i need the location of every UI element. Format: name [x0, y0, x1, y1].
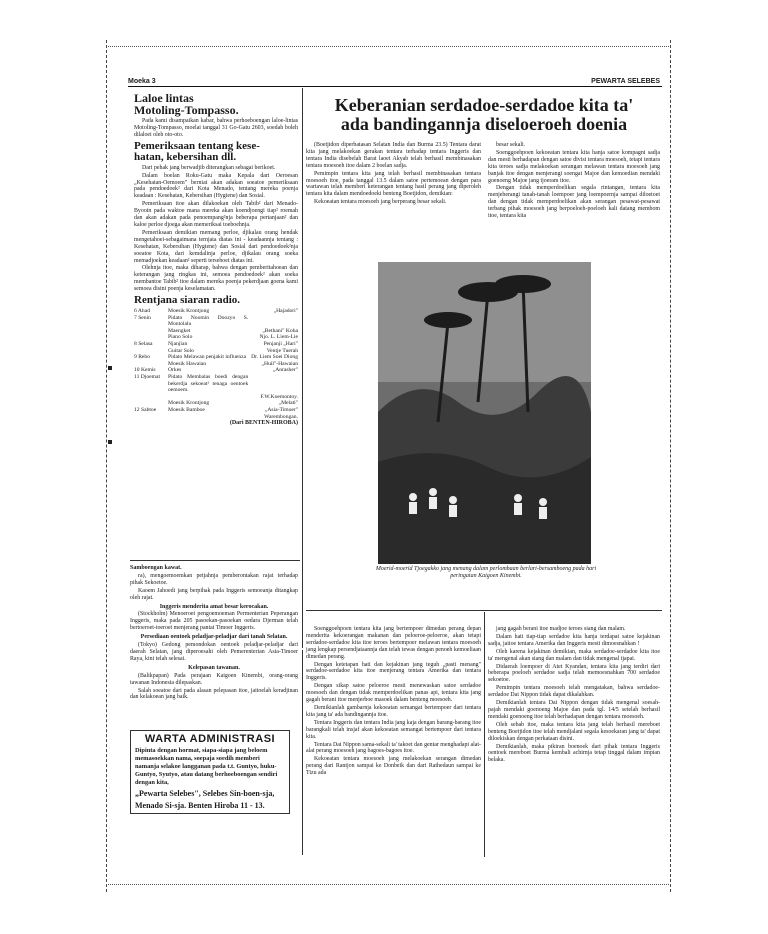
schedule-row — [134, 394, 298, 401]
schedule-row — [134, 328, 298, 335]
page-number: Moeka 3 — [128, 78, 156, 85]
schedule-row — [134, 334, 298, 341]
article-paragraph: Oleh sebab itoe, maka tentara kita jang telah berhasil mereboet benteng Boetjidon itoe telah mendjalani segala kesoekaran jang ta' dapat diloekiskan dengan perkataan disini. — [488, 721, 660, 742]
radio-schedule — [134, 308, 298, 420]
main-article-col2-text — [488, 142, 660, 220]
main-article-col3-text — [306, 626, 481, 777]
main-col-2 — [488, 142, 660, 221]
schedule-row — [134, 341, 298, 348]
samboengan-h3: Kelepasan tawanan. — [188, 664, 240, 671]
schedule-day — [134, 348, 168, 355]
pemeriksaan-p1: Dari pehak jang berwadjib diterangkan sebagai berikoet. — [142, 164, 276, 171]
schedule-performer — [248, 315, 298, 328]
pemeriksaan-p4: Pemeriksaan demikian memang perloe, djikalau orang hendak mengetahoei-sebagaimana ternjata diatas ini - keadaannja tentang : Kesehatan, Kebersihan (Hygiene) dan Sosial dari pendoedoek²nja soeatoe Kota, dari kemdalinja perloe, djikalau orang soeka memadjoekan keadaan² seperti terseboet diatas ini. — [134, 229, 298, 264]
main-col-3 — [306, 626, 481, 778]
edge-mark — [108, 440, 112, 444]
edge-mark — [108, 366, 112, 370]
schedule-performer: „Bethani" Koha — [262, 327, 298, 334]
schedule-performer: „Huil"-Hawaian — [261, 360, 298, 367]
main-headline: Keberanian serdadoe-serdadoe kita ta' ada bandingannja diseloeroeh doenia — [334, 95, 634, 134]
schedule-row — [134, 361, 298, 368]
schedule-performer: „Melati" — [278, 400, 298, 407]
article-paragraph: Oleh karena kejakinan demikian, maka serdadoe-serdadoe kita itoe ta' mengenal akan siang dan malam dan tidak mengenal tjapai. — [488, 648, 660, 662]
schedule-day — [134, 394, 168, 401]
schedule-performer: Penjanji „Hari" — [263, 341, 298, 347]
article-paragraph: Tentara Dai Nippon sama-sekali ta' takoet dan gentar menghadapi alat-alat perang moesoeh jang bagoes-bagoes itoe. — [306, 741, 481, 755]
article-paragraph: besar sekali. — [496, 142, 526, 148]
schedule-performer: „Hajadori" — [273, 308, 298, 315]
photo-caption: Moerid-moerid Tjoegakko jang menang dalam perlombaan berlari-bersamboeng pada hari peringatan Kaigoen Kinembi. — [375, 566, 597, 579]
main-article-col1-text — [306, 142, 481, 206]
laloe-title: Laloe lintas Motoling-Tompasso. — [134, 91, 239, 117]
schedule-program: Moesik Hawaian — [168, 360, 207, 367]
warta-body: Dipinta dengan hormat, siapa-siapa jang beloem memasoekkan nama, soepaja soedih memberi namanja selakoe langganan pada t.t. Guntyo, huku-Guntyo, Syutyo, atau datang berhoeboengan sendiri dengan kita, — [135, 747, 278, 786]
pemeriksaan-p3: Pemeriksaan itoe akan dilakoekan oleh Tabib² dari Menado-Byooin pada waktoe mana mereka akan koendjoengi tiap² roemah dan akan adakan pada penoempang²nja beberapa pertanjaan² dan kaloe perloe djoega akan memeriksai toeboehnja. — [134, 201, 298, 228]
schedule-row — [134, 354, 298, 361]
schedule-performer: „Asia-Timoer" Warembongan. — [264, 406, 298, 420]
article-paragraph: Didaerah loempoer di Atet Kyandan, tentara kita jang terdiri dari beberapa poeloeh serdadoe sadja telah memoesnahkan 700 serdadoe sekoetoe. — [488, 663, 660, 684]
rentjana-credit: (Dari BENTEN-HIROBA) — [229, 420, 298, 427]
schedule-day: 11 Djoemat — [134, 373, 161, 380]
schedule-row — [134, 400, 298, 407]
article-paragraph: Pemimpin tentara moesoeh telah mengatakan, bahwa serdadoe-serdadoe Dai Nippon tidak dapat dikalahkan. — [488, 685, 660, 699]
samboengan-p2: Kaoem Jahoedi jang berpihak pada Inggeris semoeanja ditangkap oleh rajat. — [130, 587, 298, 601]
pemeriksaan-p5: Olehnja itoe, maka diharap, bahwa dengan pemberitahoean dan keterangan jang ringkas ini, semoea pendoedoek² akan soeka membantoe Tabib² itoe dalam mereka poenja pekerdjaan goena kami semoea disini poenja keselamatan. — [134, 265, 298, 293]
schedule-performer — [248, 374, 298, 394]
photo-illustration — [378, 262, 591, 564]
rentjana-title: Rentjana siaran radio. — [134, 294, 241, 307]
main-col-4 — [488, 626, 660, 765]
article-paragraph: Dengan ketetapan hati dan kejakinan jang teguh „pasti menang" serdadoe-serdadoe kita itoe menjerang tentara Amerika dan tentara Inggeris. — [306, 661, 481, 682]
schedule-row — [134, 308, 298, 315]
schedule-performer: F.W.Koemontoy. — [260, 393, 298, 400]
article-paragraph: Soenggoehpoen kekoeatan tentara kita hanja satoe kompagni sadja dan mesti berhadapan dengan satoe divisi tentara moesoeh, tetapi tentara kita teroes sadja melakoekan serangan melawan tentara moesoeh jang banjak itoe dengan menjerangi soengai Majoe dan kemoedian mendaki goenoeng Majoe jang tjoeram itoe. — [488, 149, 660, 184]
article-paragraph: Kekoeatan tentara moesoeh jang melakoekan serangan dimedan perang dari Rantjon sampai ke Donbeik dan dari Rathedaun sampai ke Tizu ada — [306, 756, 481, 777]
schedule-program: Pidato Noomin Doozyo S. Montolalu — [168, 314, 249, 328]
article-paragraph: Demikianlah tentara Dai Nippon dengan tidak mengenal soesah-pajah mendaki goenoeng Majoe dan pada tgl. 14/5 setelah berhasil mendaki goenoeng itoe telah berhadapan dengan tentara moesoeh. — [488, 700, 660, 720]
samboengan-label: Samboengan kawat. — [130, 565, 182, 571]
schedule-row — [134, 374, 298, 394]
samboengan-p6: Salah soeatoe dari pada alasan pelepasan itoe, jaitoelah keradjinan dan kelakoean jang baik. — [130, 687, 298, 701]
samboengan-p4: (Tokyo) Gedong pemondokan oentoek peladjar-peladjar dari daerah Selatan, jang diperoesahi oleh Pemerenterian Asia-Timoer Raya, kini telah selesai. — [130, 642, 298, 662]
article-paragraph: Dalam hati tiap-tiap serdadoe kita hanja terdapat satoe kejakinan sadja, jaitoe tentara Amerika dan Inggeris mesti dimoesnahkan ! — [488, 633, 660, 647]
laloe-text: Pada kami disampaikan kabar, bahwa perhoeboengan laloe-lintas Motoling-Tompasso, moelai tanggal 31 Go-Gatu 2603, soedah boleh dilaloei oleh oto-oto. — [134, 118, 298, 138]
schedule-performer: „Anrasher" — [272, 367, 298, 374]
header-rule — [128, 86, 662, 87]
column-divider — [302, 650, 303, 855]
samboengan-column — [130, 563, 298, 702]
schedule-program: Njanjian — [168, 341, 188, 347]
article-paragraph: Dengan sikap satoe peloeroe mesti menewaskan satoe serdadoe moesoeh dan dengan tidak memperdoelikan panas api, tentara kita jang gagah berani itoe menjerboe masoek dalam benteng moesoeh. — [306, 683, 481, 704]
pemeriksaan-title: Pemeriksaan tentang kese- hatan, kebersihan dll. — [134, 139, 260, 163]
pemeriksaan-p2: Dalam boelan Roku-Gatu maka Kepala dari Oeroesan „Kesehatan-Oemoem" berniat akan adakan soeatoe pemeriksaan pada pendoedoek² dari Kota Menado, tentang mereka poenja keadaan : Kesehatan, Kebersihan (Hygiene) dan Sosial. — [134, 172, 298, 200]
article-paragraph: Pemimpin tentara kita jang telah berhasil membinasakan tentara moesoeh itoe, pada tanggal 13.5 dalam satoe pertemoean dengan para wartawan telah memberi keterangan tentang hasil perang jang diperoleh tentara kita dalam mendoedoeki benteng Boetjidon, demikian: — [306, 170, 481, 198]
warta-title: WARTA ADMINISTRASI — [144, 733, 276, 745]
schedule-day — [134, 361, 168, 368]
samboengan-h1: Inggeris menderita amat besar kerocakan. — [159, 603, 269, 610]
article-paragraph: jang gagah berani itoe madjoe teroes siang dan malam. — [496, 626, 626, 632]
schedule-day — [134, 400, 168, 407]
samboengan-p1: ra), mengoemoemkan petjahnja pemberontakan rajat terhadap pihak Sekoetoe. — [130, 572, 298, 586]
schedule-day: 12 Sabtoe — [134, 406, 157, 413]
warta-address-line1: „Pewarta Selebes", Selebes Sin-boen-sja, — [135, 789, 275, 798]
section-rule — [130, 560, 300, 561]
article-paragraph: Tentara Inggeris dan tentara India jang kaja dengan barang-barang itoe barangkali telah insjaf akan kekoeatan semangat bertempoer dari tentara kita. — [306, 719, 481, 740]
schedule-day — [134, 334, 168, 341]
schedule-row — [134, 367, 298, 374]
article-paragraph: Demikianlah gambarnja kekoeatan semangat bertempoer dari tentara kita jang ta' ada bandingannja itoe. — [306, 704, 481, 718]
schedule-program — [168, 394, 248, 401]
warta-administrasi-box — [130, 730, 290, 814]
schedule-program: Moesik Krontjong — [168, 400, 210, 407]
schedule-row — [134, 407, 298, 420]
column-divider — [484, 612, 485, 857]
schedule-day: 8 Selasa — [134, 341, 153, 347]
schedule-day: 6 Ahad — [134, 308, 151, 315]
schedule-program: Moesik Krontjong — [168, 308, 210, 315]
article-paragraph: Kekoeatan tentara moesoeh jang berperang besar sekali. — [314, 199, 447, 206]
schedule-performer: Ventje Tuerah — [266, 347, 298, 354]
column-divider — [302, 88, 303, 648]
article-paragraph: (Boetjidon diperbatasan Selatan India dan Burma 23.5) Tentara darat kita jang melakoekan gerakan tentara terhadap tentara Inggeris dan tentara India disebelah Barat laoet Akyab telah berhasil membinasakan tentara moesoeh itoe dalam 2 boelan sadja. — [306, 142, 481, 169]
schedule-program: Moesik Bamboe — [168, 406, 205, 413]
schedule-day — [134, 328, 168, 335]
schedule-program: Pidato Membalas boedi dengan bekerdja sekoeat² tenaga oentoek oemoem. — [168, 373, 249, 394]
article-paragraph: Soenggoehpoen tentara kita jang bertempoer dimedan perang depan menderita kekoerangan makanan dan peloeroe-peloeroe, akan tetapi serdadoe-serdadoe kita itoe teroes bertempoer melawan tentara moesoeh jang lengkap persendjataannja dan telah tewas dengan penoeh kemoeliaan dimedan perang. — [306, 626, 481, 660]
main-article-col4-text — [488, 626, 660, 764]
article-paragraph: Dengan tidak memperdoelikan segala rintangan, tentara kita menjeberangi tanah-tanah loempoer jang loempoernja sampai diloetoet dan dengan tidak memperdoelikan akan serangan pesawat-pesawat terbang pihak moesoeh jang berpoeloeh-poeloeh kali datang membom itoe, tentara kita — [488, 185, 660, 220]
samboengan-p5: (Balikpapan) Pada perajaan Kaigoen Kinembi, orang-orang tawanan Indonesia dilepaskan. — [130, 672, 298, 686]
samboengan-h2: Persediaan oentoek peladjar-peladjar dari tanah Selatan. — [140, 634, 288, 641]
schedule-program: Maengket — [168, 327, 191, 334]
schedule-program: Orkes — [168, 367, 182, 374]
warta-address-line2: Menado Si-sja. Benten Hiroba 11 - 13. — [135, 801, 265, 810]
bottom-edge — [106, 884, 671, 885]
left-column — [134, 92, 298, 427]
main-col-1 — [306, 142, 481, 207]
section-rule — [306, 610, 662, 611]
schedule-program: Piano Solo — [168, 334, 193, 341]
schedule-day: 9 Rebo — [134, 354, 151, 361]
article-paragraph: Demikianlah, maka pikiran boenoek dari pihak tentara Inggeris oentoek mereboet Burma kembali achirnja tetap tinggal dalam impian belaka. — [488, 743, 660, 764]
schedule-program: Guitar Solo — [168, 347, 194, 354]
schedule-program: Pidato Melawan penjakit influenza — [168, 354, 247, 361]
top-edge — [106, 46, 671, 47]
schedule-performer: Dr. Liem Soei Diong — [251, 354, 298, 361]
masthead-name: PEWARTA SELEBES — [591, 78, 660, 85]
schedule-row — [134, 315, 298, 328]
race-photo — [378, 262, 591, 564]
samboengan-p3: (Stockholm) Menoeroet pengoemoeman Permenterian Peperangan Inggeris, maka pada 205 pasoekan-pasoekan oedara Djerman telah bertoeroet-toeroet menjerang pantai Timoer Inggeris. — [130, 611, 298, 632]
schedule-day: 10 Kemis — [134, 367, 156, 374]
schedule-day: 7 Senin — [134, 314, 151, 321]
schedule-performer: Njo. L. Liem-Lie — [259, 334, 298, 341]
